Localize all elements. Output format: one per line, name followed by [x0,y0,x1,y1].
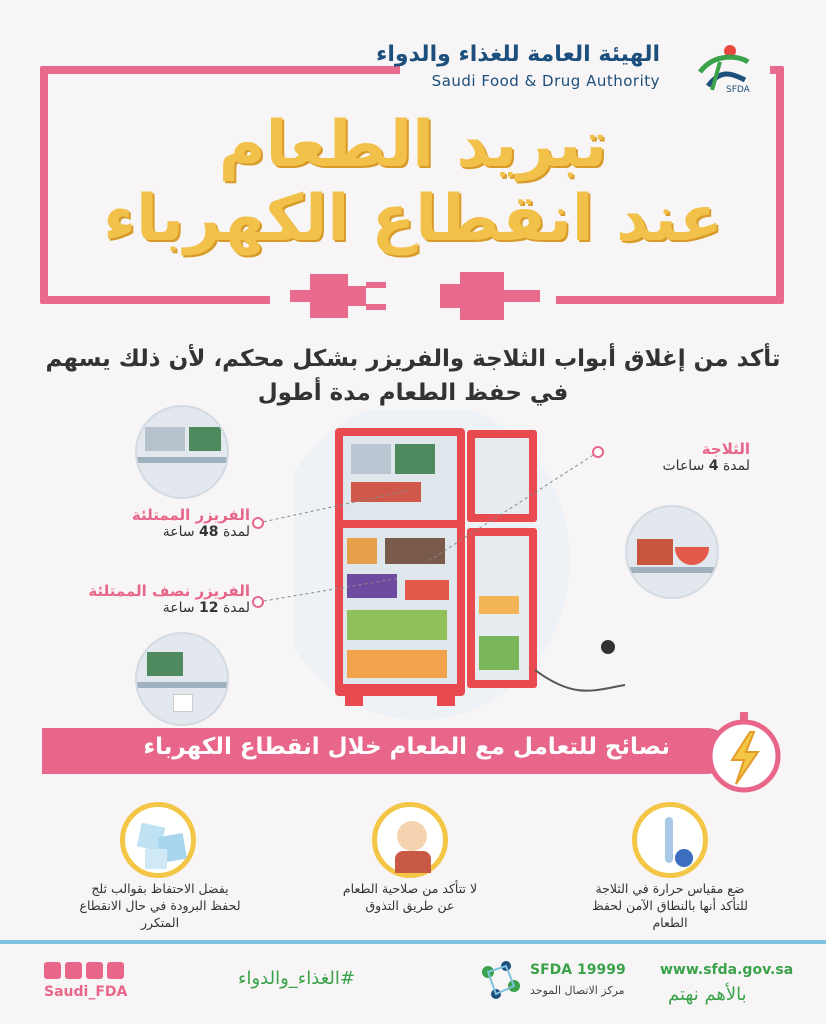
call-center-sub: مركز الاتصال الموحد [530,984,625,997]
full-freezer-label-duration: لمدة 48 ساعة [162,524,250,540]
tips-banner-text: نصائح للتعامل مع الطعام خلال انقطاع الكهرباء [143,734,670,760]
org-name-english: Saudi Food & Drug Authority [431,72,660,90]
social-handle[interactable]: Saudi_FDA [44,984,128,1000]
fridge-label-duration: لمدة 4 ساعات [662,458,750,474]
website-link[interactable]: www.sfda.gov.sa [660,962,794,978]
fridge-zoom-image [625,505,719,599]
youtube-icon[interactable] [65,962,82,979]
call-center-logo-icon [478,958,526,1006]
half-freezer-zoom-image [135,632,229,726]
main-title-line-1: تبريد الطعام [218,108,608,182]
half-freezer-label-duration: لمدة 12 ساعة [162,600,250,616]
fridge-label [660,440,750,474]
slogan-text: بالأهم نهتم [668,984,747,1005]
half-freezer-label-title: الفريزر نصف الممتلئة [88,582,250,600]
facebook-icon[interactable] [86,962,103,979]
social-icons [44,962,126,980]
half-freezer-label [70,582,250,616]
main-title-line-2: عند انقطاع الكهرباء [103,182,723,256]
ice-cubes-icon [120,802,196,878]
tip-thermometer-text: ضع مقياس حرارة في الثلاجة للتأكد أنها بالنطاق الآمن لحفظ الطعام [592,881,748,930]
call-center-name: SFDA 19999 [530,962,626,978]
tasting-icon [372,802,448,878]
tip-ice-text: يفضل الاحتفاظ بقوالب ثلج لحفظ البرودة في حال الانقطاع المتكرر [79,881,241,930]
tips-banner [42,728,730,774]
fridge-label-title: الثلاجة [701,440,750,458]
thermometer-icon [632,802,708,878]
sfda-logo-icon [690,42,754,96]
unplugged-plug-icon [290,262,540,332]
full-freezer-label [110,506,250,540]
footer-divider [0,940,826,944]
subtitle-line-1: تأكد من إغلاق أبواب الثلاجة والفريزر بشكل محكم، لأن ذلك يسهم [45,346,781,372]
twitter-icon[interactable] [107,962,124,979]
logo-area [376,40,770,96]
logo-tag-text: SFDA [726,85,750,95]
hashtag-text[interactable]: #الغذاء_والدواء [238,968,355,989]
tip-tasting-text: لا تتأكد من صلاحية الطعام عن طريق التذوق [342,881,478,913]
full-freezer-label-title: الفريزر الممتلئة [131,506,250,524]
freezer-zoom-image [135,405,229,499]
instagram-icon[interactable] [44,962,61,979]
subtitle-line-2: في حفظ الطعام مدة أطول [257,380,569,406]
power-bolt-icon [706,708,790,798]
org-name-arabic: الهيئة العامة للغذاء والدواء [376,42,660,67]
